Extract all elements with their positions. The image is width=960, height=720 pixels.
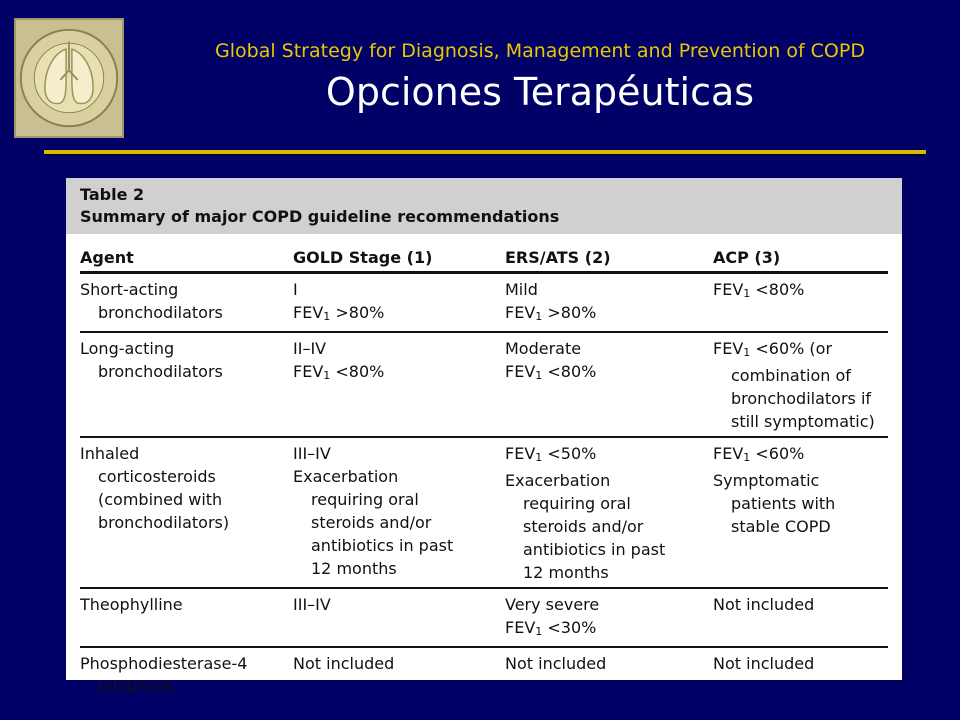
cell-line: Not included bbox=[713, 653, 815, 673]
cell-line: II–IV bbox=[293, 338, 327, 358]
table-header-row bbox=[80, 242, 888, 272]
cell-line: bronchodilators bbox=[98, 302, 223, 322]
cell-line: $FEV_1 <80\%$ bbox=[713, 279, 805, 300]
table-cell bbox=[713, 332, 888, 437]
table-cell bbox=[80, 272, 293, 332]
table-cell bbox=[505, 437, 713, 588]
table-number: Table 2 bbox=[80, 185, 145, 204]
cell-line: Long-acting bbox=[80, 338, 175, 358]
table-row bbox=[80, 332, 888, 437]
table-cell bbox=[713, 588, 888, 647]
table-cell bbox=[293, 588, 505, 647]
cell-line: steroids and/or bbox=[523, 516, 644, 536]
table-row bbox=[80, 588, 888, 647]
slide-title: Opciones Terapéuticas bbox=[325, 70, 755, 114]
cell-line: III–IV bbox=[293, 443, 331, 463]
cell-line: Not included bbox=[505, 653, 607, 673]
cell-line: III–IV bbox=[293, 594, 331, 614]
table-panel bbox=[66, 178, 902, 696]
cell-line: $FEV_1 >80\%$ bbox=[505, 302, 597, 323]
cell-line: Inhaled bbox=[80, 443, 140, 463]
cell-line: bronchodilators bbox=[98, 361, 223, 381]
table-row bbox=[80, 437, 888, 588]
cell-line: Theophylline bbox=[80, 594, 183, 614]
table-cell bbox=[293, 647, 505, 701]
cell-line: 12 months bbox=[311, 558, 397, 578]
table-cell bbox=[713, 647, 888, 701]
cell-line: $FEV_1 <30\%$ bbox=[505, 617, 597, 638]
cell-line: combination of bbox=[731, 365, 851, 385]
cell-line: $FEV_1 >80\%$ bbox=[293, 302, 385, 323]
table-cell bbox=[713, 272, 888, 332]
table-row bbox=[80, 647, 888, 701]
cell-line: Very severe bbox=[505, 594, 600, 614]
cell-line: Moderate bbox=[505, 338, 582, 358]
cell-line: $FEV_1 <80\%$ bbox=[505, 361, 597, 382]
table-cell bbox=[80, 437, 293, 588]
table-cell bbox=[713, 437, 888, 588]
table-cell bbox=[293, 272, 505, 332]
table-cell bbox=[293, 437, 505, 588]
title-divider bbox=[44, 150, 926, 154]
header-ers-ats: ERS/ATS (2) bbox=[505, 242, 713, 272]
table-row bbox=[80, 272, 888, 332]
cell-line: Exacerbation bbox=[505, 470, 611, 490]
table-cell bbox=[80, 332, 293, 437]
header-agent: Agent bbox=[80, 242, 293, 272]
cell-line: requiring oral bbox=[523, 493, 631, 513]
cell-line: Exacerbation bbox=[293, 466, 399, 486]
cell-line: Short-acting bbox=[80, 279, 179, 299]
cell-line: requiring oral bbox=[311, 489, 419, 509]
cell-line: bronchodilators) bbox=[98, 512, 230, 532]
gold-logo bbox=[14, 18, 124, 138]
cell-line: (combined with bbox=[98, 489, 223, 509]
cell-line: Not included bbox=[713, 594, 815, 614]
header-gold: GOLD Stage (1) bbox=[293, 242, 505, 272]
cell-line: antibiotics in past bbox=[523, 539, 666, 559]
cell-line: I bbox=[293, 279, 298, 299]
cell-line: still symptomatic) bbox=[731, 411, 875, 431]
cell-line: patients with bbox=[731, 493, 836, 513]
cell-line: Symptomatic bbox=[713, 470, 820, 490]
cell-line: corticosteroids bbox=[98, 466, 216, 486]
table-cell bbox=[80, 588, 293, 647]
cell-line: antibiotics in past bbox=[311, 535, 454, 555]
cell-line: 12 months bbox=[523, 562, 609, 582]
cell-line: $FEV_1 <80\%$ bbox=[293, 361, 385, 382]
cell-line: $FEV_1 <50\%$ bbox=[505, 443, 597, 464]
table-cell bbox=[505, 332, 713, 437]
header-acp: ACP (3) bbox=[713, 242, 888, 272]
cell-line: Phosphodiesterase-4 bbox=[80, 653, 248, 673]
cell-line: steroids and/or bbox=[311, 512, 432, 532]
table-cell bbox=[293, 332, 505, 437]
cell-line: Mild bbox=[505, 279, 538, 299]
recommendations-table bbox=[80, 242, 888, 701]
cell-line: Not included bbox=[293, 653, 395, 673]
lungs-seal-icon bbox=[16, 20, 122, 136]
table-cell bbox=[505, 588, 713, 647]
table-cell bbox=[505, 272, 713, 332]
slide-subtitle: Global Strategy for Diagnosis, Management and Prevention of COPD bbox=[215, 40, 865, 62]
cell-line: inhibitors bbox=[98, 676, 173, 696]
table-caption bbox=[66, 178, 902, 234]
cell-line: $FEV_1 <60\%$ (or bbox=[713, 338, 833, 359]
table-title: Summary of major COPD guideline recommendations bbox=[80, 207, 560, 226]
cell-line: bronchodilators if bbox=[731, 388, 872, 408]
table-cell bbox=[80, 647, 293, 701]
cell-line: stable COPD bbox=[731, 516, 831, 536]
table-cell bbox=[505, 647, 713, 701]
cell-line: $FEV_1 <60\%$ bbox=[713, 443, 805, 464]
table-body bbox=[80, 272, 888, 701]
